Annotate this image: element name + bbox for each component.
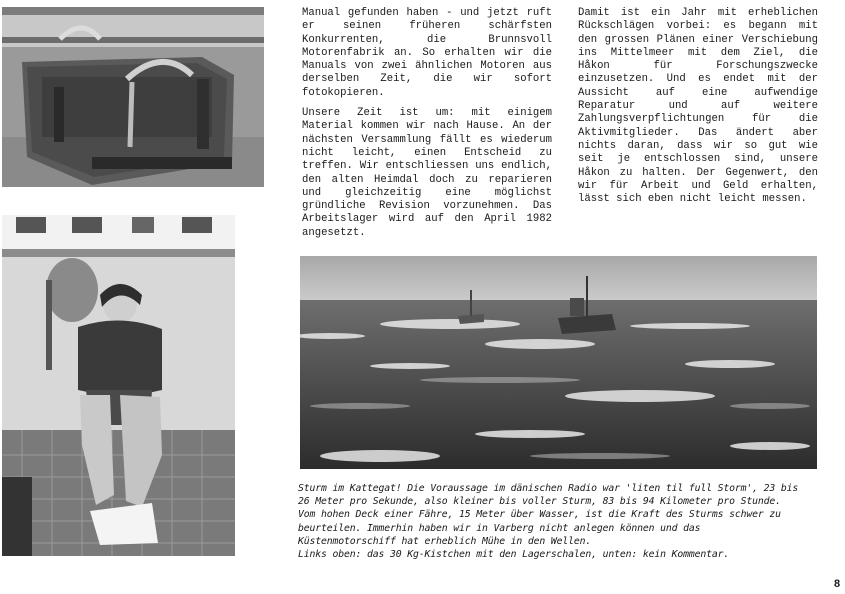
paragraph: Unsere Zeit ist um: mit einigem Material kommen wir nach Hause. An der nächsten Versammlung fällt es wiederum nicht leicht, einen Entscheid zu treffen. Wir entschliessen uns endlich, den alten Heimdal doch zu reparieren und gleichzeitig eine möglichst gründliche Revision vorzunehmen. Das Arbeitslager wird auf den April 1982 angesetzt. <box>302 107 552 239</box>
photo-caption <box>298 482 803 561</box>
caption-main: Sturm im Kattegat! Die Voraussage im dänischen Radio war 'liten til full Storm', 23 bis 26 Meter pro Sekunde, also kleiner bis voller Sturm, 83 bis 94 Kilometer pro Stunde. Vom hohen Deck einer Fähre, 15 Meter über Wasser, ist die Kraft des Sturms schwer zu beurteilen. Immerhin haben wir in Varberg nicht anlegen können und das Küstenmotorschiff hat erheblich Mühe in den Wellen. <box>298 483 799 547</box>
photo-woman-sitting <box>2 215 235 556</box>
page-number: 8 <box>834 578 841 590</box>
paragraph: Damit ist ein Jahr mit erheblichen Rückschlägen vorbei: es begann mit den grossen Plänen einer Verschiebung ins Mittelmeer mit dem Ziel, die Håkon für Forschungszwecke einzusetzen. Und es endet mit der Aussicht auf eine aufwendige Reparatur und auf weitere Zahlungsverpflichtungen für die Aktivmitglieder. Das ändert aber nichts daran, dass wir so gut wie seit je entschlossen sind, unsere Håkon zu halten. Der Gegenwert, den wir für Arbeit und Geld erhalten, lässt sich eben nicht leicht messen. <box>578 7 818 206</box>
photo-wooden-box <box>2 7 264 187</box>
text-column-right <box>578 7 818 213</box>
caption-secondary: Links oben: das 30 Kg-Kistchen mit den Lagerschalen, unten: kein Kommentar. <box>298 549 730 561</box>
photo-storm-kattegat <box>300 256 817 469</box>
paragraph: Manual gefunden haben - und jetzt ruft er seinen früheren schärfsten Konkurrenten, die Brunnsvoll Motorenfabrik an. So erhalten wir die Manuals von zwei ähnlichen Motoren aus derselben Zeit, die wir sofort fotokopieren. <box>302 7 552 99</box>
text-column-middle <box>302 7 552 247</box>
